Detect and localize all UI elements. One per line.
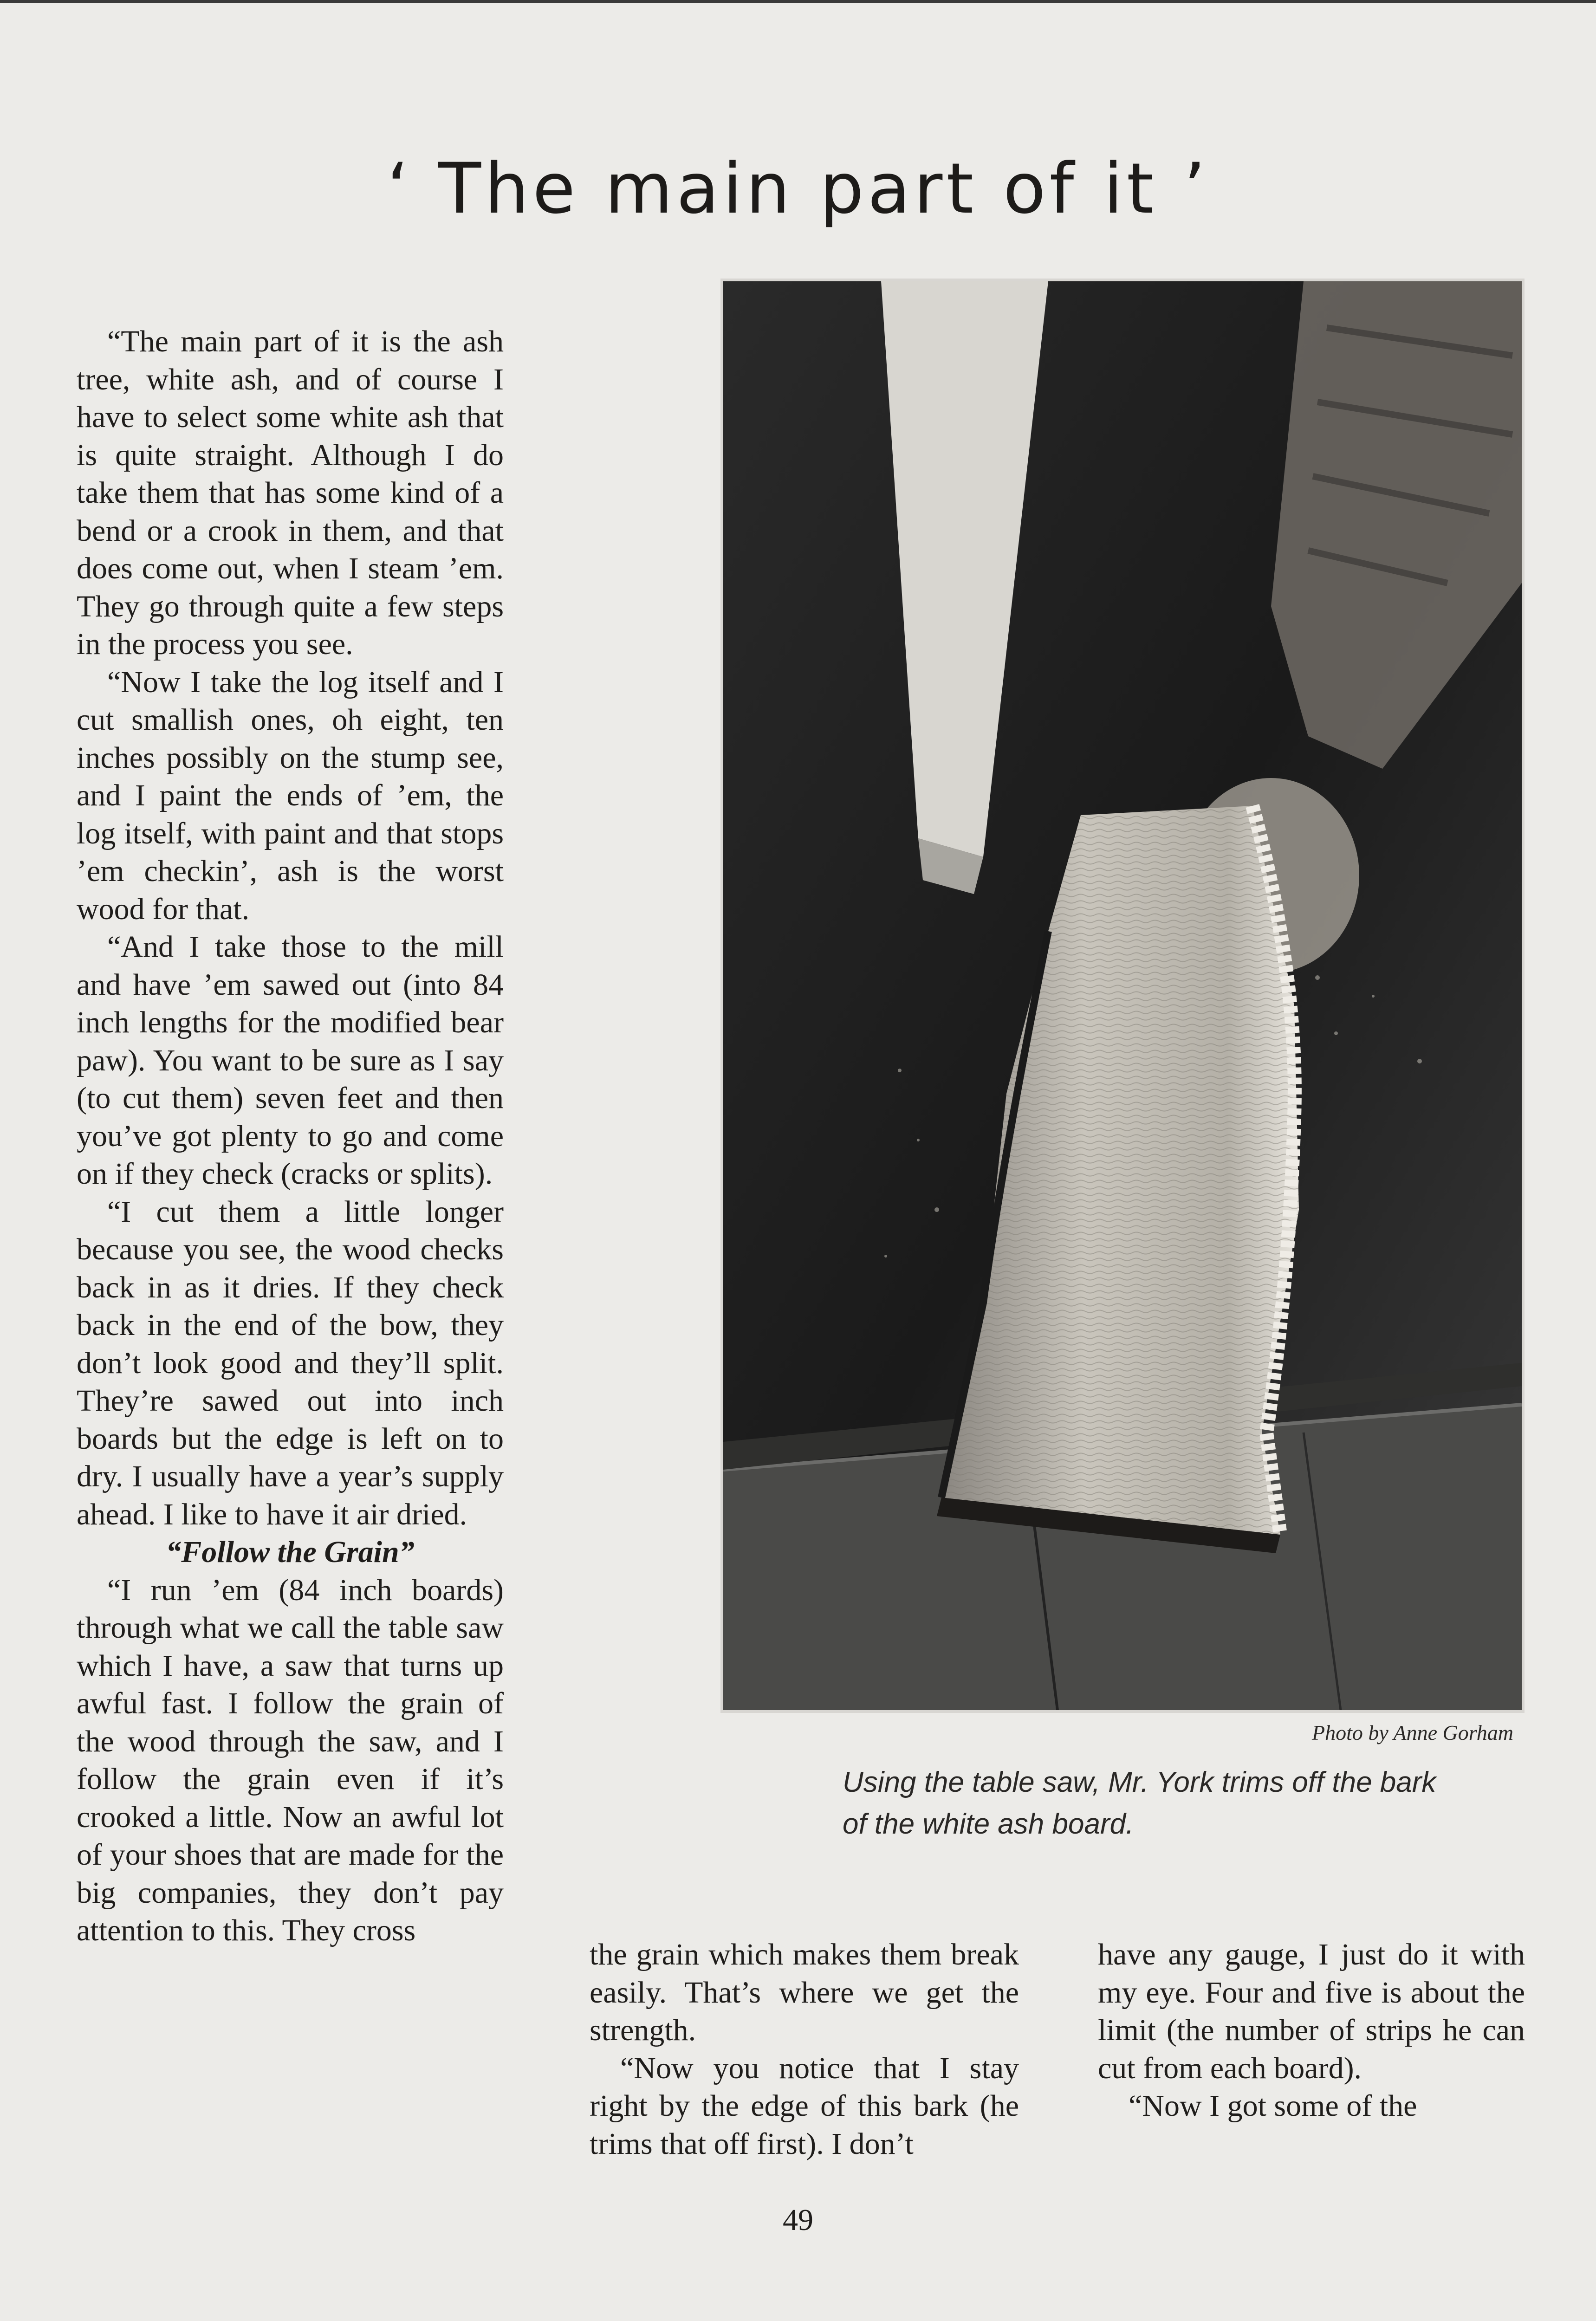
- section-subhead: “Follow the Grain”: [166, 1535, 415, 1569]
- article-title: ‘ The main part of it ’: [387, 149, 1209, 229]
- paragraph: have any gauge, I just do it with my eye. Four and five is about the limit (the number of strips he can cut from each board).: [1098, 1938, 1525, 2085]
- text-column-2: [590, 1936, 1019, 2163]
- paragraph: “Now I take the log itself and I cut smallish ones, oh eight, ten inches possibly on the stump see, and I paint the ends of ’em, the log itself, with paint and that stops ’em checkin’, ash is the worst wood for that.: [77, 665, 504, 926]
- text-column-1: [77, 323, 504, 1950]
- top-rule: [0, 0, 1596, 3]
- paragraph: “I cut them a little longer because you see, the wood checks back in as it dries. If they check back in the end of the bow, they don’t look good and they’ll split. They’re sawed out into inch boards but the edge is left on to dry. I usually have a year’s supply ahead. I like to have it air dried.: [77, 1194, 504, 1531]
- text-column-3: [1098, 1936, 1525, 2125]
- paragraph: the grain which makes them break easily. That’s where we get the strength.: [590, 1938, 1019, 2047]
- photo-credit: Photo by Anne Gorham: [1312, 1721, 1513, 1744]
- paragraph: “Now you notice that I stay right by the edge of this bark (he trims that off first). I don’t: [590, 2051, 1019, 2161]
- paragraph: “I run ’em (84 inch boards) through what we call the table saw which I have, a saw that turns up awful fast. I follow the grain of the wood through the saw, and I follow the grain even if it’s crooked a little. Now an awful lot of your shoes that are made for the big companies, they don’t pay attention to this. They cross: [77, 1573, 504, 1947]
- paragraph: “And I take those to the mill and have ’em sawed out (into 84 inch lengths for the modified bear paw). You want to be sure as I say (to cut them) seven feet and then you’ve got plenty to go and come on if they check (cracks or splits).: [77, 930, 504, 1191]
- photo-caption: Using the table saw, Mr. York trims off the bark of the white ash board.: [843, 1766, 1436, 1840]
- page-number: 49: [783, 2203, 813, 2237]
- table-saw-photo: [720, 279, 1525, 1713]
- photo-illustration: [723, 281, 1522, 1710]
- paragraph: “The main part of it is the ash tree, white ash, and of course I have to select some white ash that is quite straight. Although I do take them that has some kind of a bend or a crook in them, and that does come out, when I steam ’em. They go through quite a few steps in the process you see.: [77, 324, 504, 661]
- paragraph: “Now I got some of the: [1129, 2089, 1417, 2123]
